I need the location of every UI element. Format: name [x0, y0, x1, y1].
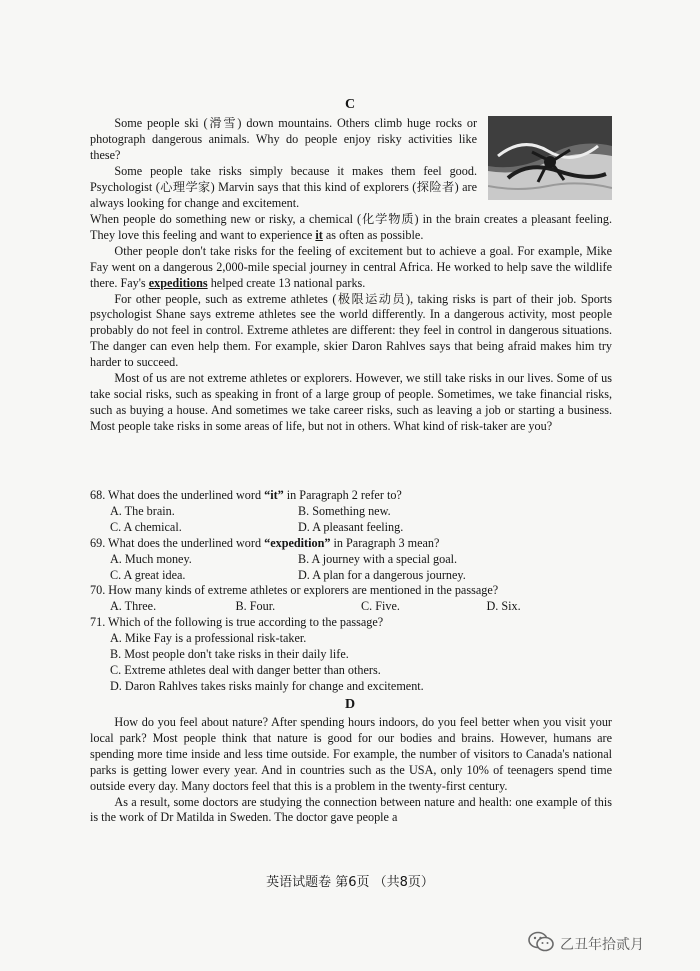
q71-option-b: B. Most people don't take risks in their daily life. [110, 647, 349, 662]
paragraph-3 [90, 244, 612, 292]
q70-option-c: C. Five. [361, 599, 400, 614]
q68-option-a: A. The brain. [110, 503, 175, 518]
paragraph-2: Some people take risks simply because it makes them feel good. Psychologist (心理学家) Marvin says that this kind of explorers (探险者) are always looking for change and excitement. [90, 163, 477, 210]
q70-option-a: A. Three. [110, 599, 157, 614]
section-c-intro [90, 116, 477, 211]
q68-option-d: D. A pleasant feeling. [298, 519, 404, 534]
q69-options-row2 [90, 568, 612, 584]
q68-option-c: C. A chemical. [110, 519, 182, 534]
q69-pre: 69. What does the underlined word [90, 535, 265, 550]
q69-option-b: B. A journey with a special goal. [298, 551, 458, 566]
q68-option-b: B. Something new. [298, 503, 391, 518]
q70-options [90, 599, 612, 615]
section-c-body [90, 212, 612, 435]
questions [90, 488, 612, 695]
p2-text-a: When people do something new or risky, a chemical (化学物质) in the brain creates a pleasant feeling. They love this feeling and want to experience [90, 212, 612, 242]
wechat-icon [528, 931, 554, 957]
q68-post: in Paragraph 2 refer to? [283, 488, 402, 502]
q69-post: in Paragraph 3 mean? [330, 535, 440, 550]
d-paragraph-2: As a result, some doctors are studying the connection between nature and health: one example of this is the work of Dr Matilda in Sweden. The doctor gave people a [90, 794, 612, 825]
question-70: 70. How many kinds of extreme athletes or explorers are mentioned in the passage? [90, 583, 499, 598]
q69-option-d: D. A plan for a dangerous journey. [298, 567, 466, 582]
climbing-photo [488, 116, 612, 200]
paragraph-4: For other people, such as extreme athletes (极限运动员), taking risks is part of their job. Sports psychologist Shane says extreme athletes see the world differently. In a dangerous activity, most people probably do not feel in control. Extreme athletes are different: they feel in control in dangerous situations. The danger can even help them. For example, skier Daron Rahlves says that being afraid makes him try harder to succeed. [90, 291, 612, 370]
q69-options-row1 [90, 552, 612, 568]
paragraph-2-continued [90, 212, 612, 244]
q71-option-c: C. Extreme athletes deal with danger better than others. [110, 662, 381, 677]
section-d-body [90, 715, 612, 826]
q68-pre: 68. What does the underlined word [90, 488, 265, 502]
q68-word: “it” [264, 488, 284, 502]
p2-text-b: as often as possible. [322, 227, 424, 242]
underlined-expeditions: expeditions [148, 275, 208, 290]
q69-option-a: A. Much money. [110, 551, 192, 566]
q69-word: “expedition” [264, 535, 331, 550]
watermark [528, 931, 644, 957]
paragraph-1: Some people ski (滑雪) down mountains. Others climb huge rocks or photograph dangerous animals. Why do people enjoy risky activities like these? [90, 116, 477, 162]
p3-text-b: helped create 13 national parks. [207, 275, 366, 290]
q68-options-row2 [90, 520, 612, 536]
section-c-title: C [344, 97, 356, 112]
question-71: 71. Which of the following is true according to the passage? [90, 615, 384, 630]
underlined-it: it [315, 227, 323, 242]
question-68 [90, 488, 612, 504]
q68-options-row1 [90, 504, 612, 520]
q70-option-b: B. Four. [235, 599, 276, 614]
section-d-title: D [344, 697, 356, 712]
question-69 [90, 536, 612, 552]
q71-option-a: A. Mike Fay is a professional risk-taker. [110, 631, 307, 646]
d-paragraph-1: How do you feel about nature? After spending hours indoors, do you feel better when you visit your local park? Most people think that nature is good for our bodies and brains. However, humans are spending more time inside and less time outside. For example, the number of visitors to Canada's national parks is getting lower every year. And in countries such as the USA, only 10% of teenagers spend time outside every day. Many doctors feel that this is a problem in the twenty-first century. [90, 715, 612, 793]
q69-option-c: C. A great idea. [110, 567, 186, 582]
q70-option-d: D. Six. [486, 599, 521, 614]
paragraph-5: Most of us are not extreme athletes or explorers. However, we still take risks in our lives. Some of us take social risks, such as speaking in front of a large group of people. Sometimes, we take financial risks, such as buying a house. And sometimes we take career risks, such as leaving a job or starting a business. Most people take risks in some areas of life, but not in others. What kind of risk-taker are you? [90, 371, 612, 433]
watermark-text: 乙丑年拾贰月 [560, 937, 644, 953]
q71-option-d: D. Daron Rahlves takes risks mainly for change and excitement. [110, 678, 424, 693]
p3-text-a: Other people don't take risks for the feeling of excitement but to achieve a goal. For example, Mike Fay went on a dangerous 2,000-mile special journey in central Africa. He worked to help save the wildlife there. Fay's [90, 243, 612, 290]
page-footer: 英语试题卷 第6页 （共8页） [266, 875, 434, 890]
